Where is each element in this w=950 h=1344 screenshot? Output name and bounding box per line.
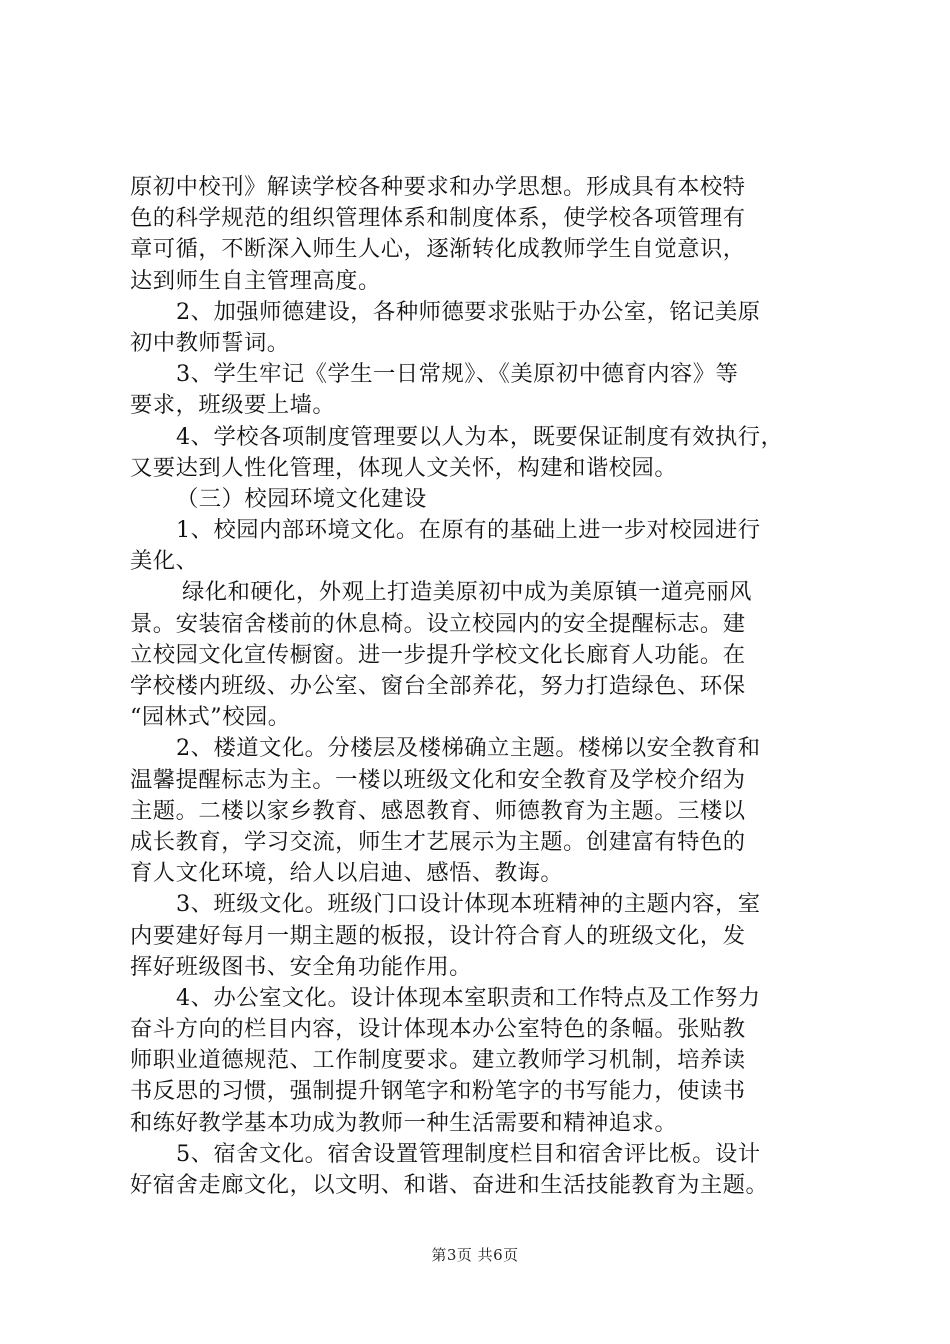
text-line: 温馨提醒标志为主。一楼以班级文化和安全教育及学校介绍为 (130, 766, 746, 793)
text-line: 3、班级文化。班级门口设计体现本班精神的主题内容，室 (176, 891, 761, 918)
text-line: 4、办公室文化。设计体现本室职责和工作特点及工作努力 (176, 984, 761, 1011)
text-line: 和练好教学基本功成为教师一种生活需要和精神追求。 (130, 1109, 678, 1136)
text-line: 色的科学规范的组织管理体系和制度体系，使学校各项管理有 (130, 205, 746, 232)
text-line: 美化、 (130, 548, 199, 575)
text-line: 要求，班级要上墙。 (130, 392, 336, 419)
text-line: 成长教育，学习交流，师生才艺展示为主题。创建富有特色的 (130, 828, 746, 855)
text-line: 立校园文化宣传橱窗。进一步提升学校文化长廊育人功能。在 (130, 641, 746, 668)
text-line: 绿化和硬化，外观上打造美原初中成为美原镇一道亮丽风 (182, 579, 752, 606)
text-line: 达到师生自主管理高度。 (130, 267, 381, 294)
document-body (130, 172, 826, 1201)
text-line: 原初中校刊》解读学校各种要求和办学思想。形成具有本校特 (130, 174, 746, 200)
text-line: 初中教师誓词。 (130, 329, 290, 356)
page-number-footer: 第3页 共6页 (431, 1246, 519, 1264)
text-line: 育人文化环境，给人以启迪、感悟、教诲。 (130, 860, 564, 887)
text-line: 又要达到人性化管理，体现人文关怀，构建和谐校园。 (130, 454, 678, 481)
text-line: 章可循，不断深入师生人心，逐渐转化成教师学生自觉意识， (130, 236, 746, 263)
text-line: 2、楼道文化。分楼层及楼梯确立主题。楼梯以安全教育和 (176, 735, 761, 762)
text-line: 2、加强师德建设，各种师德要求张贴于办公室，铭记美原 (176, 298, 761, 325)
text-line: 内要建好每月一期主题的板报，设计符合育人的班级文化，发 (130, 922, 746, 949)
text-line: 挥好班级图书、安全角功能作用。 (130, 953, 472, 980)
text-line: 好宿舍走廊文化，以文明、和谐、奋进和生活技能教育为主题。 (130, 1172, 769, 1198)
text-line: “园林式”校园。 (130, 704, 291, 731)
text-line: 景。安装宿舍楼前的休息椅。设立校园内的安全提醒标志。建 (130, 610, 746, 637)
text-line: 1、校园内部环境文化。在原有的基础上进一步对校园进行 (176, 517, 761, 544)
text-line: 5、宿舍文化。宿舍设置管理制度栏目和宿舍评比板。设计 (176, 1140, 761, 1167)
section-heading: （三）校园环境文化建设 (176, 485, 427, 512)
text-line: 书反思的习惯，强制提升钢笔字和粉笔字的书写能力，使读书 (130, 1078, 746, 1105)
text-line: 师职业道德规范、工作制度要求。建立教师学习机制，培养读 (130, 1047, 746, 1074)
text-line: 4、学校各项制度管理要以人为本，既要保证制度有效执行， (176, 423, 784, 450)
text-line: 奋斗方向的栏目内容，设计体现本办公室特色的条幅。张贴教 (130, 1016, 746, 1043)
text-line: 3、学生牢记《学生一日常规》、《美原初中德育内容》等 (176, 361, 739, 388)
text-line: 主题。二楼以家乡教育、感恩教育、师德教育为主题。三楼以 (130, 797, 746, 824)
text-line: 学校楼内班级、办公室、窗台全部养花，努力打造绿色、环保 (130, 673, 746, 699)
